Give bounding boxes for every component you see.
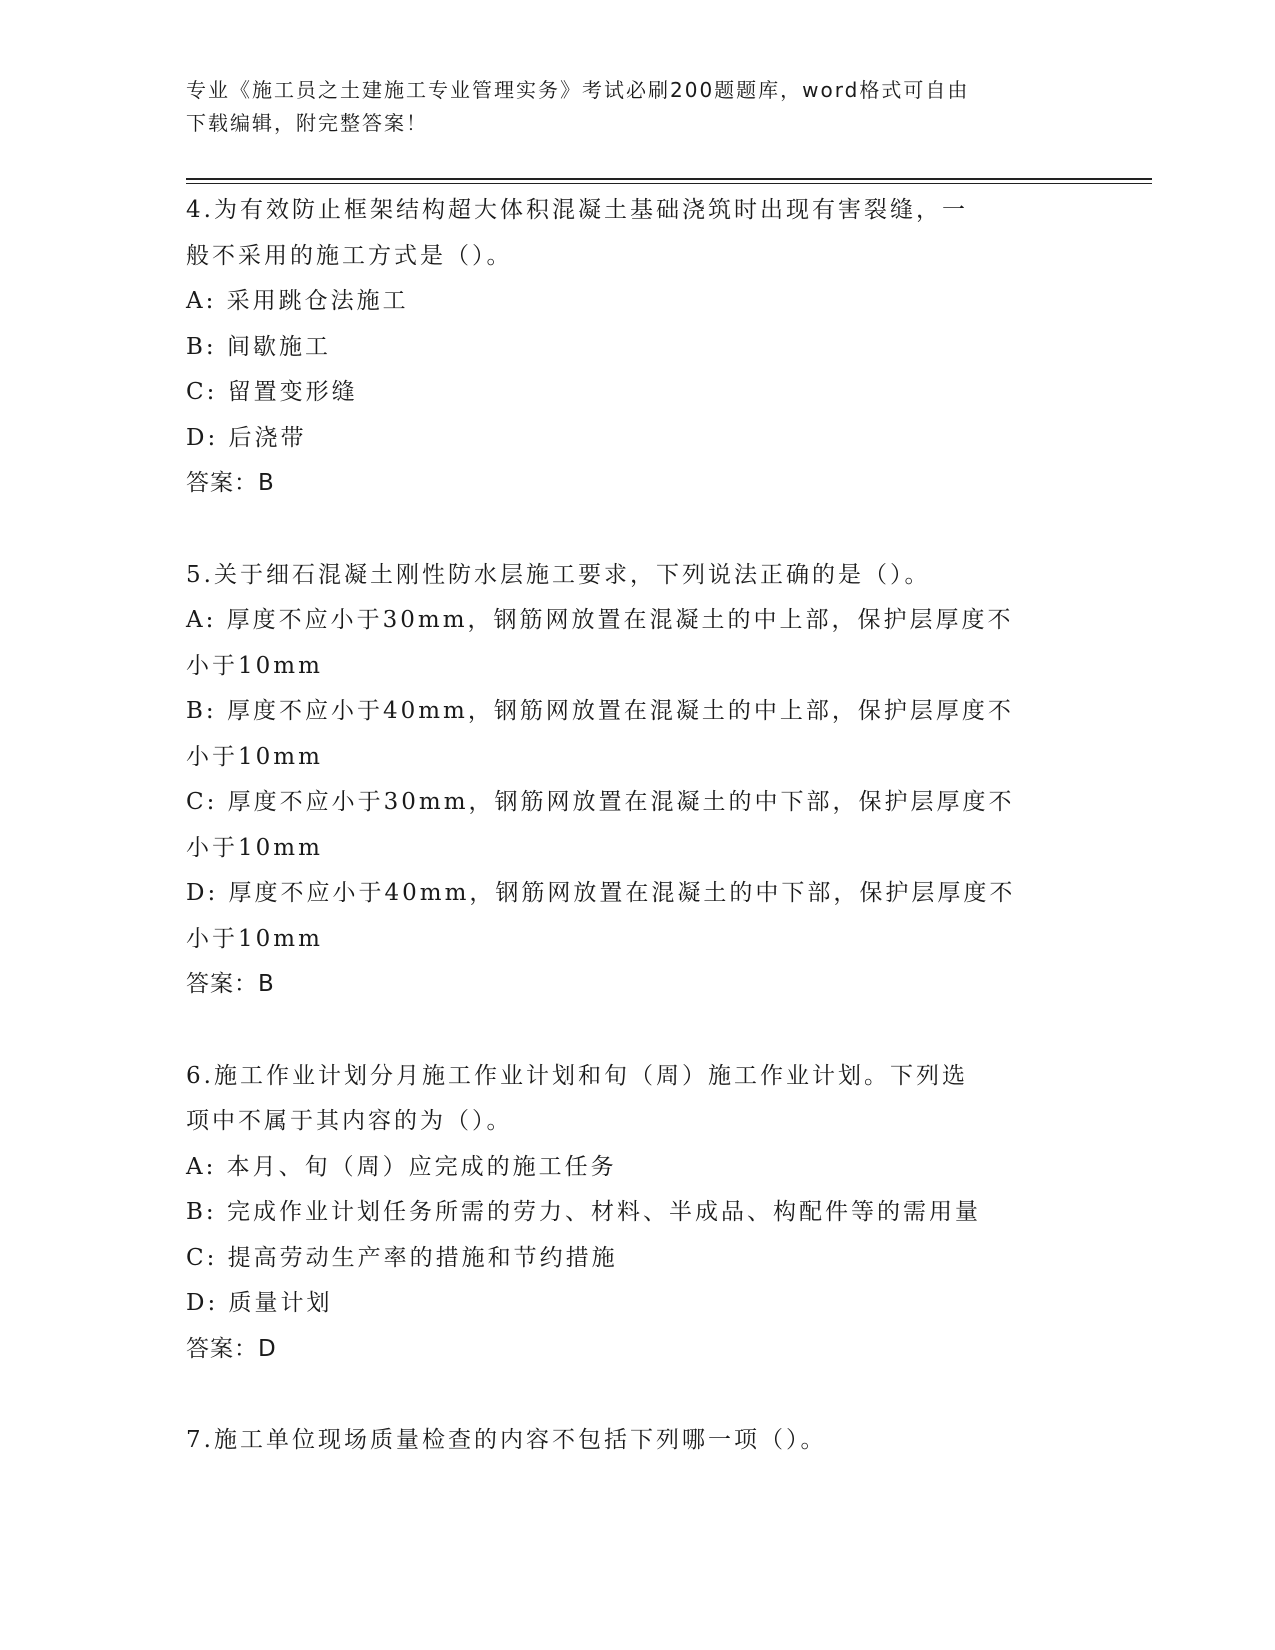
answer-option: C: 留置变形缝 [186,379,358,405]
question-block [186,1054,1086,1373]
answer-option: B: 完成作业计划任务所需的劳力、材料、半成品、构配件等的需用量 [186,1199,981,1225]
question-stem-continued: 项中不属于其内容的为（）。 [186,1108,513,1134]
answer-option-continued: 小于10mm [186,743,323,770]
header-divider-thin [186,183,1152,184]
question-block [186,1418,1086,1464]
answer-option: D: 后浇带 [186,424,307,451]
correct-answer: 答案：D [186,1335,277,1362]
answer-option-continued: 小于10mm [186,834,323,861]
question-block [186,188,1086,507]
question-stem: 7.施工单位现场质量检查的内容不包括下列哪一项（）。 [186,1427,827,1453]
question-stem-continued: 般不采用的施工方式是（）。 [186,242,513,269]
question-stem: 6.施工作业计划分月施工作业计划和旬（周）施工作业计划。下列选 [186,1062,968,1089]
answer-option: A: 本月、旬（周）应完成的施工任务 [186,1153,617,1180]
answer-option-continued: 小于10mm [186,652,323,679]
header-line-2: 下载编辑，附完整答案！ [186,111,428,135]
question-stem: 5.关于细石混凝土刚性防水层施工要求，下列说法正确的是（）。 [186,561,931,588]
answer-option: D: 质量计划 [186,1290,333,1316]
answer-option: B: 厚度不应小于40mm，钢筋网放置在混凝土的中上部，保护层厚度不 [186,698,1014,724]
header-divider-thick [186,178,1152,180]
header-line-1: 专业《施工员之土建施工专业管理实务》考试必刷200题题库，word格式可自由 [186,78,970,102]
answer-option: A: 厚度不应小于30mm，钢筋网放置在混凝土的中上部，保护层厚度不 [186,607,1014,633]
answer-option: B: 间歇施工 [186,333,331,360]
answer-option: C: 提高劳动生产率的措施和节约措施 [186,1244,618,1271]
answer-option-continued: 小于10mm [186,925,323,952]
document-header [186,74,1066,140]
question-stem: 4.为有效防止框架结构超大体积混凝土基础浇筑时出现有害裂缝，一 [186,197,968,223]
correct-answer: 答案：B [186,971,275,997]
answer-option: C: 厚度不应小于30mm，钢筋网放置在混凝土的中下部，保护层厚度不 [186,789,1015,815]
correct-answer: 答案：B [186,470,275,496]
answer-option: D: 厚度不应小于40mm，钢筋网放置在混凝土的中下部，保护层厚度不 [186,880,1016,906]
question-block [186,553,1086,1008]
answer-option: A: 采用跳仓法施工 [186,288,409,314]
question-list [186,188,1086,1464]
